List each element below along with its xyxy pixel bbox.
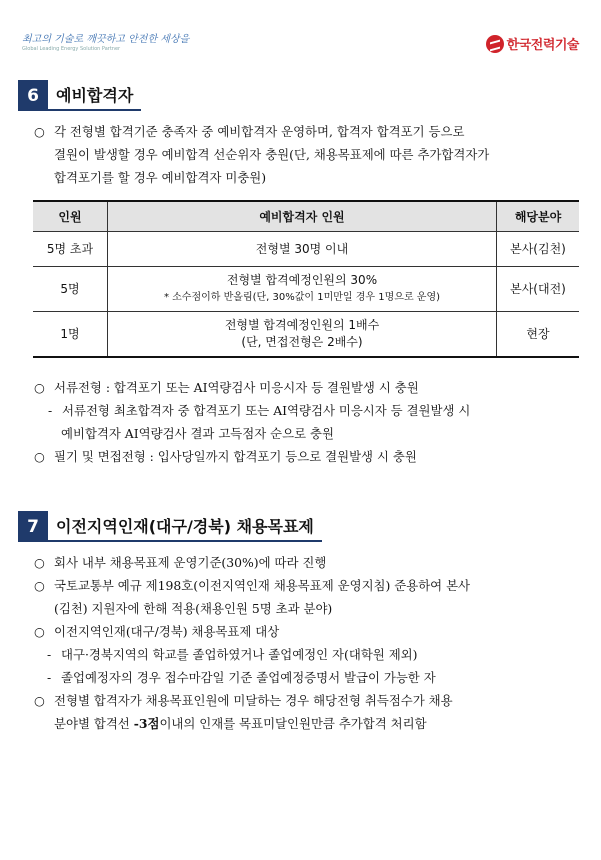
dash-mark: - (48, 403, 53, 418)
cell-reserve (108, 312, 497, 358)
bullet-text-cont: (김천) 지원자에 한해 적용(채용인원 5명 초과 분야) (54, 601, 333, 616)
bullet-item (34, 120, 594, 143)
cell-field: 현장 (497, 312, 580, 358)
bullet-text: 각 전형별 합격기준 충족자 중 예비합격자 운영하며, 합격자 합격포기 등으로 (54, 124, 465, 139)
bullet-mark: ○ (34, 578, 45, 593)
section-6-heading (18, 80, 141, 111)
section-6-notes (34, 376, 594, 468)
bullet-item (34, 620, 594, 643)
bullet-mark: ○ (34, 693, 45, 708)
sub-text-cont: 예비합격자 AI역량검사 결과 고득점자 순으로 충원 (61, 426, 334, 441)
bullet-text: 국토교통부 예규 제198호(이전지역인재 채용목표제 운영지침) 준용하여 본사 (54, 578, 471, 593)
table-row (33, 267, 579, 312)
section-number: 7 (18, 511, 48, 542)
cell-count: 5명 (33, 267, 108, 312)
section-7-body (34, 551, 594, 735)
text-post: 이내의 인재를 목표미달인원만큼 추가합격 처리함 (159, 716, 427, 731)
section-6-intro (34, 120, 594, 189)
slogan-subtext: Global Leading Energy Solution Partner (22, 46, 121, 52)
col-header-field: 해당분야 (497, 201, 580, 232)
cell-count: 5명 초과 (33, 232, 108, 267)
bullet-mark: ○ (34, 449, 45, 464)
bullet-mark: ○ (34, 124, 45, 139)
logo-text: 한국전력기술 (506, 38, 579, 53)
bullet-text: 회사 내부 채용목표제 운영기준(30%)에 따라 진행 (54, 555, 327, 570)
bullet-item (34, 689, 594, 712)
bullet-text: 이전지역인재(대구/경북) 채용목표제 대상 (54, 624, 280, 639)
cell-main: 전형별 30명 이내 (255, 241, 349, 256)
cell-reserve (108, 267, 497, 312)
cell-main: 전형별 합격예정인원의 1배수 (224, 318, 380, 332)
section-7-heading (18, 511, 322, 542)
table-row (33, 232, 579, 267)
kepco-logo-icon (486, 35, 504, 53)
col-header-reserve: 예비합격자 인원 (108, 201, 497, 232)
sub-item (47, 666, 594, 689)
bullet-text: 필기 및 면접전형 : 입사당일까지 합격포기 등으로 결원발생 시 충원 (54, 449, 417, 464)
text-pre: 분야별 합격선 (54, 716, 134, 731)
cell-field: 본사(김천) (497, 232, 580, 267)
bullet-text-cont: 결원이 발생할 경우 예비합격 선순위자 충원(단, 채용목표제에 따른 추가합격자가 (54, 147, 490, 162)
bullet-text-cont (34, 712, 594, 735)
header-slogan (22, 30, 189, 52)
bullet-item (34, 376, 594, 399)
reserve-table (33, 200, 579, 358)
bullet-text-cont: 합격포기를 할 경우 예비합격자 미충원) (54, 170, 267, 185)
sub-text: 대구·경북지역의 학교를 졸업하였거나 졸업예정인 자(대학원 제외) (61, 647, 418, 662)
cell-field: 본사(대전) (497, 267, 580, 312)
section-title: 예비합격자 (48, 80, 141, 111)
col-header-count: 인원 (33, 201, 108, 232)
bullet-item (34, 445, 594, 468)
section-title: 이전지역인재(대구/경북) 채용목표제 (48, 511, 322, 542)
dash-mark: - (47, 670, 52, 685)
bullet-mark: ○ (34, 624, 45, 639)
cell-main: 전형별 합격예정인원의 30% (226, 273, 378, 287)
emphasis-score: -3점 (133, 716, 160, 731)
cell-note: (단, 면접전형은 2배수) (241, 335, 363, 349)
bullet-mark: ○ (34, 555, 45, 570)
bullet-mark: ○ (34, 380, 45, 395)
bullet-text: 서류전형 : 합격포기 또는 AI역량검사 미응시자 등 결원발생 시 충원 (54, 380, 419, 395)
bullet-text: 전형별 합격자가 채용목표인원에 미달하는 경우 해당전형 취득점수가 채용 (54, 693, 453, 708)
sub-text: 졸업예정자의 경우 접수마감일 기준 졸업예정증명서 발급이 가능한 자 (61, 670, 436, 685)
table-header-row (33, 201, 579, 232)
dash-mark: - (47, 647, 52, 662)
cell-reserve (108, 232, 497, 267)
cell-count: 1명 (33, 312, 108, 358)
bullet-item (34, 551, 594, 574)
sub-item (47, 643, 594, 666)
sub-text: 서류전형 최초합격자 중 합격포기 또는 AI역량검사 미응시자 등 결원발생 시 (62, 403, 471, 418)
bullet-item (34, 574, 594, 597)
table-row (33, 312, 579, 358)
section-number: 6 (18, 80, 48, 111)
sub-item (48, 399, 594, 422)
cell-note: * 소수점이하 반올림(단, 30%값이 1미만일 경우 1명으로 운영) (163, 292, 441, 303)
company-logo (486, 34, 579, 53)
slogan-text: 최고의 기술로 깨끗하고 안전한 세상을 (22, 34, 190, 45)
